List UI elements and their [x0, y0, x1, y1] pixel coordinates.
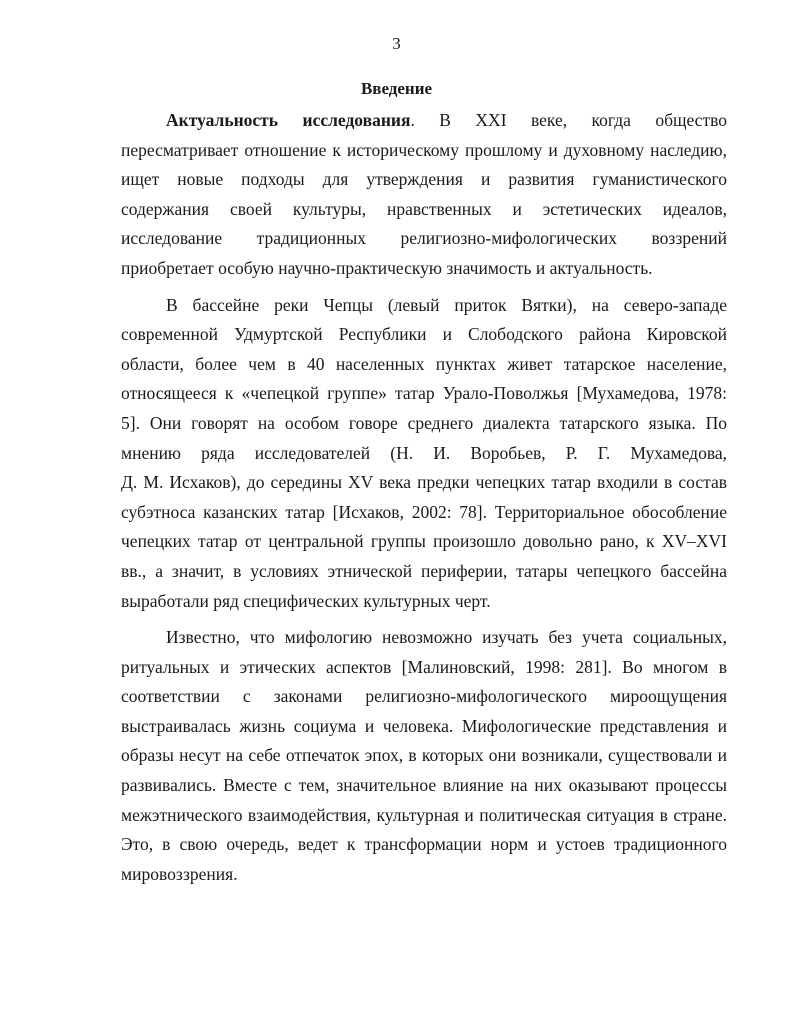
document-body [121, 106, 727, 889]
paragraph-line: современной Удмуртской Республики и Слободского района Кировской [121, 324, 727, 345]
paragraph-line: развивались. Вместе с тем, значительное влияние на них оказывают процессы [121, 775, 727, 796]
paragraph-line: области, более чем в 40 населенных пунктах живет татарское население, [121, 353, 727, 374]
paragraph-line: 5]. Они говорят на особом говоре среднего диалекта татарского языка. По [121, 412, 727, 433]
section-heading: Введение [360, 79, 433, 98]
page-number: 3 [392, 34, 401, 53]
paragraph-line [121, 106, 727, 136]
paragraph-line: ищет новые подходы для утверждения и развития гуманистического [121, 169, 727, 190]
bold-lead-term: Актуальность исследования [166, 110, 411, 130]
paragraph-line: субэтноса казанских татар [Исхаков, 2002: 78]. Территориальное обособление [121, 501, 727, 522]
paragraph-line: выработали ряд специфических культурных черт. [121, 590, 491, 611]
paragraph-line: пересматривает отношение к историческому прошлому и духовному наследию, [121, 139, 727, 160]
paragraph-line: ритуальных и этических аспектов [Малиновский, 1998: 281]. Во многом в [121, 656, 727, 677]
paragraph-line: выстраивалась жизнь социума и человека. Мифологические представления и [121, 715, 727, 736]
paragraph-line: содержания своей культуры, нравственных и эстетических идеалов, [121, 198, 727, 219]
paragraph-line: межэтнического взаимодействия, культурная и политическая ситуация в стране. [121, 804, 727, 825]
paragraph-line: образы несут на себе отпечаток эпох, в которых они возникали, существовали и [121, 745, 727, 766]
paragraph-line: В бассейне реки Чепцы (левый приток Вятки), на северо-западе [166, 294, 727, 315]
paragraph-line: Известно, что мифологию невозможно изучать без учета социальных, [166, 627, 727, 648]
paragraph-line: относящееся к «чепецкой группе» татар Урало-Поволжья [Мухамедова, 1978: [121, 383, 727, 404]
paragraph-line: Это, в свою очередь, ведет к трансформации норм и устоев традиционного [121, 834, 727, 855]
paragraph-line: мнению ряда исследователей (Н. И. Воробьев, Р. Г. Мухамедова, [121, 442, 727, 463]
paragraph-relevance [121, 106, 727, 284]
paragraph-line: Д. М. Исхаков), до середины XV века предки чепецких татар входили в состав [121, 472, 727, 493]
paragraph-chepetsk [121, 291, 727, 617]
paragraph-line: мировоззрения. [121, 863, 238, 884]
paragraph-line: приобретает особую научно-практическую значимость и актуальность. [121, 257, 653, 278]
line-text: . В XXI веке, когда общество [410, 110, 727, 130]
paragraph-line: исследование традиционных религиозно-мифологических воззрений [121, 228, 727, 249]
paragraph-mythology [121, 623, 727, 889]
paragraph-line: соответствии с законами религиозно-мифологического мироощущения [121, 686, 727, 707]
paragraph-line: вв., а значит, в условиях этнической периферии, татары чепецкого бассейна [121, 560, 727, 581]
paragraph-line: чепецких татар от центральной группы произошло довольно рано, к XV–XVI [121, 531, 727, 552]
